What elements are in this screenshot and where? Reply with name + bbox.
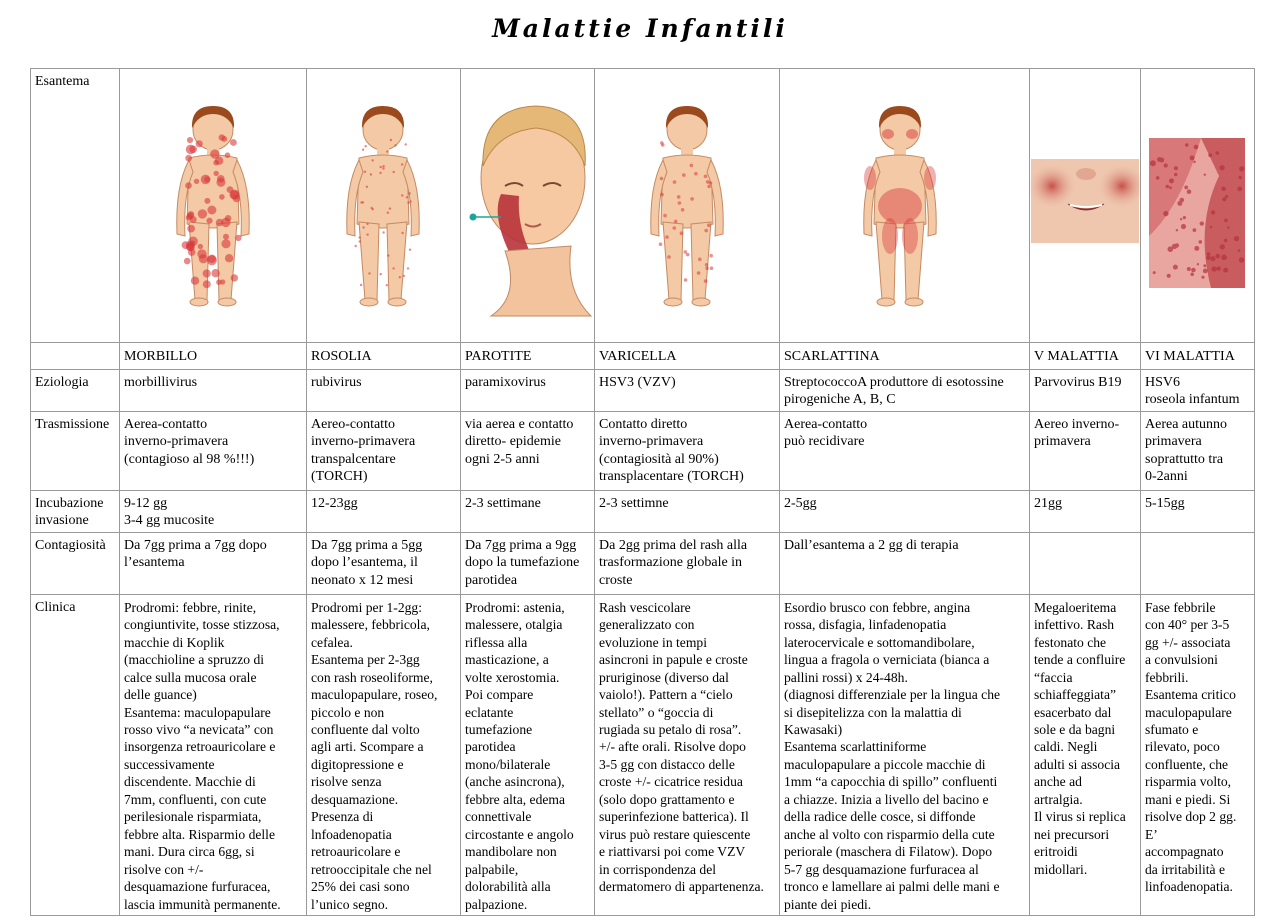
scarlattina-body-illustration	[780, 86, 1030, 324]
row-contagiosita	[31, 532, 1255, 594]
row-trasmissione	[31, 411, 1255, 490]
disease-name-morbillo: MORBILLO	[120, 342, 307, 369]
contagiosita-vi-malattia	[1141, 532, 1255, 594]
incubazione-varicella: 2-3 settimne	[595, 490, 780, 532]
incubazione-rosolia: 12-23gg	[307, 490, 461, 532]
page-title: Malattie Infantili	[492, 14, 788, 43]
varicella-body-illustration	[595, 86, 780, 324]
row-label-eziologia: Eziologia	[31, 369, 120, 411]
disease-name-scarlattina: SCARLATTINA	[780, 342, 1030, 369]
incubazione-vi-malattia: 5-15gg	[1141, 490, 1255, 532]
eziologia-vi-malattia: HSV6 roseola infantum	[1141, 369, 1255, 411]
incubazione-v-malattia: 21gg	[1030, 490, 1141, 532]
slapped-cheek-photo	[1030, 86, 1141, 324]
image-morbillo	[120, 69, 307, 343]
row-eziologia	[31, 369, 1255, 411]
disease-name-rosolia: ROSOLIA	[307, 342, 461, 369]
clinica-scarlattina: Esordio brusco con febbre, angina rossa, disfagia, linfadenopatia laterocervicale e sottomandibolare, lingua a fragola o verniciata (bianca a pallini rossi) x 24-48h. (diagnosi differenziale per la lingua che si disepitelizza con la malattia di Kawasaki) Esantema scarlattiniforme maculopapulare a piccole macchie di 1mm “a capocchia di spillo” confluenti a chiazze. Inizia a livello del bacino e della radice delle cosce, si diffonde anche al volto con risparmio della cute periorale (maschera di Filatow). Dopo 5-7 gg desquamazione furfuracea al tronco e lamellare ai palmi delle mani e piante dei piedi.	[780, 594, 1030, 915]
trasmissione-parotite: via aerea e contatto diretto- epidemie ogni 2-5 anni	[461, 411, 595, 490]
contagiosita-parotite: Da 7gg prima a 9gg dopo la tumefazione parotidea	[461, 532, 595, 594]
image-vi-malattia	[1141, 69, 1255, 343]
disease-name-v-malattia: V MALATTIA	[1030, 342, 1141, 369]
roseola-rash-photo	[1141, 86, 1255, 324]
row-incubazione	[31, 490, 1255, 532]
row-label-contagiosita: Contagiosità	[31, 532, 120, 594]
clinica-parotite: Prodromi: astenia, malessere, otalgia riflessa alla masticazione, a volte xerostomia. Poi compare eclatante tumefazione parotidea mono/bilaterale (anche asincrona), febbre alta, edema connettivale circostante e angolo mandibolare non palpabile, dolorabilità alla palpazione.	[461, 594, 595, 915]
row-label-incubazione: Incubazione invasione	[31, 490, 120, 532]
contagiosita-scarlattina: Dall’esantema a 2 gg di terapia	[780, 532, 1030, 594]
row-names	[31, 342, 1255, 369]
trasmissione-vi-malattia: Aerea autunno primavera soprattutto tra 0-2anni	[1141, 411, 1255, 490]
eziologia-morbillo: morbillivirus	[120, 369, 307, 411]
image-v-malattia	[1030, 69, 1141, 343]
trasmissione-varicella: Contatto diretto inverno-primavera (contagiosità al 90%) transplacentare (TORCH)	[595, 411, 780, 490]
eziologia-rosolia: rubivirus	[307, 369, 461, 411]
contagiosita-rosolia: Da 7gg prima a 5gg dopo l’esantema, il neonato x 12 mesi	[307, 532, 461, 594]
parotite-face-illustration	[461, 86, 595, 324]
incubazione-scarlattina: 2-5gg	[780, 490, 1030, 532]
morbillo-body-illustration	[120, 86, 307, 324]
clinica-morbillo: Prodromi: febbre, rinite, congiuntivite, tosse stizzosa, macchie di Koplik (macchioline a spruzzo di calce sulla mucosa orale delle guance) Esantema: maculopapulare rosso vivo “a nevicata” con insorgenza retroauricolare e successivamente discendente. Macchie di 7mm, confluenti, con cute perilesionale risparmiata, febbre alta. Risparmio delle mani. Dura circa 6gg, si risolve con +/- desquamazione furfuracea, lascia immunità permanente.	[120, 594, 307, 915]
row-clinica	[31, 594, 1255, 915]
eziologia-scarlattina: StreptococcoA produttore di esotossine pirogeniche A, B, C	[780, 369, 1030, 411]
row-label-esantema: Esantema	[31, 69, 120, 343]
row-label-trasmissione: Trasmissione	[31, 411, 120, 490]
disease-name-vi-malattia: VI MALATTIA	[1141, 342, 1255, 369]
trasmissione-rosolia: Aereo-contatto inverno-primavera transpalcentare (TORCH)	[307, 411, 461, 490]
trasmissione-morbillo: Aerea-contatto inverno-primavera (contagioso al 98 %!!!)	[120, 411, 307, 490]
contagiosita-varicella: Da 2gg prima del rash alla trasformazione globale in croste	[595, 532, 780, 594]
incubazione-parotite: 2-3 settimane	[461, 490, 595, 532]
eziologia-parotite: paramixovirus	[461, 369, 595, 411]
rosolia-body-illustration	[307, 86, 461, 324]
eziologia-v-malattia: Parvovirus B19	[1030, 369, 1141, 411]
clinica-vi-malattia: Fase febbrile con 40° per 3-5 gg +/- associata a convulsioni febbrili. Esantema critico maculopapulare sfumato e rilevato, poco confluente, che risparmia volto, mani e piedi. Si risolve dop 2 gg. E’ accompagnato da irritabilità e linfoadenopatia.	[1141, 594, 1255, 915]
image-scarlattina	[780, 69, 1030, 343]
incubazione-morbillo: 9-12 gg 3-4 gg mucosite	[120, 490, 307, 532]
clinica-v-malattia: Megaloeritema infettivo. Rash festonato che tende a confluire “faccia schiaffeggiata” esacerbato dal sole e da bagni caldi. Negli adulti si associa anche ad artralgia. Il virus si replica nei precursori eritroidi midollari.	[1030, 594, 1141, 915]
image-parotite	[461, 69, 595, 343]
clinica-rosolia: Prodromi per 1-2gg: malessere, febbricola, cefalea. Esantema per 2-3gg con rash roseoliforme, maculopapulare, roseo, piccolo e non confluente dal volto agli arti. Scompare a digitopressione e risolve senza desquamazione. Presenza di lnfoadenopatia retroauricolare e retrooccipitale che nel 25% dei casi sono l’unico segno.	[307, 594, 461, 915]
trasmissione-scarlattina: Aerea-contatto può recidivare	[780, 411, 1030, 490]
disease-name-varicella: VARICELLA	[595, 342, 780, 369]
disease-name-parotite: PAROTITE	[461, 342, 595, 369]
contagiosita-morbillo: Da 7gg prima a 7gg dopo l’esantema	[120, 532, 307, 594]
image-rosolia	[307, 69, 461, 343]
image-varicella	[595, 69, 780, 343]
trasmissione-v-malattia: Aereo inverno- primavera	[1030, 411, 1141, 490]
clinica-varicella: Rash vescicolare generalizzato con evoluzione in tempi asincroni in papule e croste pruriginose (diverso dal vaiolo!). Pattern a “cielo stellato” o “goccia di rugiada su petalo di rosa”. +/- afte orali. Risolve dopo 3-5 gg con distacco delle croste +/- cicatrice residua (solo dopo grattamento e superinfezione batterica). Il virus può restare quiescente e riattivarsi poi come VZV in corrispondenza del dermatomero di appartenenza.	[595, 594, 780, 915]
row-label-clinica: Clinica	[31, 594, 120, 915]
eziologia-varicella: HSV3 (VZV)	[595, 369, 780, 411]
row-esantema	[31, 69, 1255, 343]
disease-table	[30, 68, 1255, 916]
contagiosita-v-malattia	[1030, 532, 1141, 594]
